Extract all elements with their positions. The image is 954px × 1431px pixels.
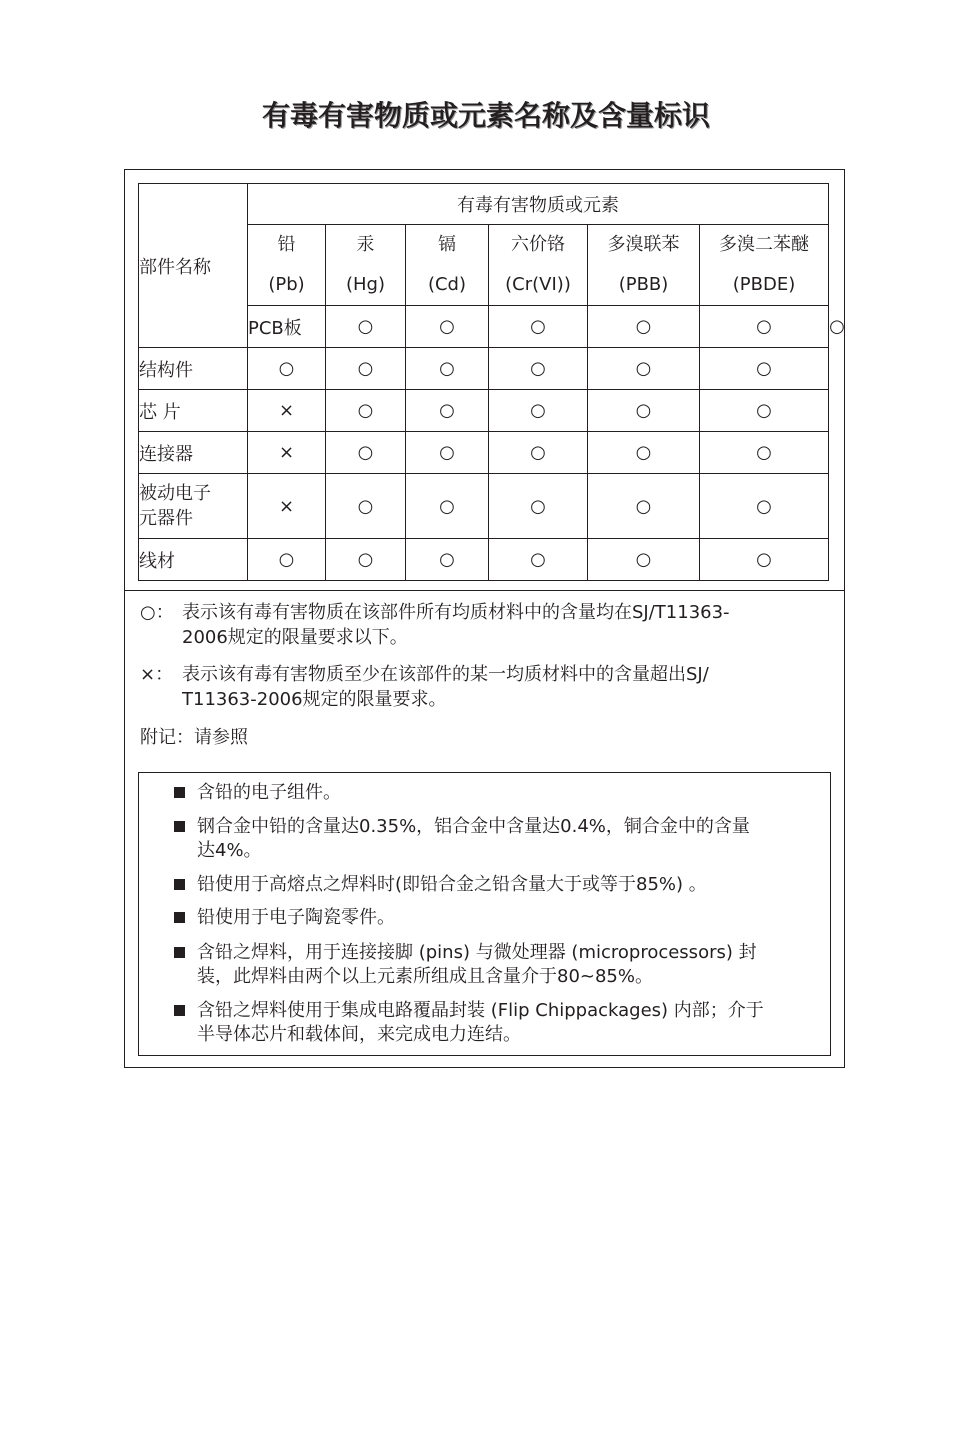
- mark-cell: ○: [406, 348, 489, 390]
- mark-cell: ○: [489, 348, 588, 390]
- cross-legend-line2: T11363-2006规定的限量要求。: [182, 689, 447, 710]
- mark-cell: ○: [326, 390, 406, 432]
- mark-cell: ○: [700, 432, 829, 474]
- mark-cell: ○: [406, 539, 489, 581]
- mark-cell: ○: [700, 306, 829, 348]
- element-header-pb: 铅 (Pb): [248, 225, 326, 306]
- table-row: [139, 539, 829, 581]
- mark-cell: ○: [588, 432, 700, 474]
- mark-cell: ○: [489, 432, 588, 474]
- mark-cell: ○: [700, 539, 829, 581]
- part-name-header: 部件名称: [139, 184, 248, 348]
- element-header-pbb: 多溴联苯 (PBB): [588, 225, 700, 306]
- frame-divider: [124, 590, 845, 591]
- mark-cell: ○: [406, 390, 489, 432]
- mark-cell: ○: [326, 306, 406, 348]
- mark-cell: ○: [489, 539, 588, 581]
- square-bullet-icon: [174, 912, 185, 923]
- circle-legend-line2: 2006规定的限量要求以下。: [182, 627, 408, 648]
- square-bullet-icon: [174, 879, 185, 890]
- square-bullet-icon: [174, 947, 185, 958]
- hazardous-substance-table: [138, 183, 845, 581]
- table-header-row: [139, 184, 829, 225]
- mark-cell: ○: [700, 348, 829, 390]
- cross-symbol: ×：: [140, 664, 174, 685]
- element-header-cr6: 六价铬 (Cr(VI)): [489, 225, 588, 306]
- table-row: [139, 390, 829, 432]
- part-name: 线材: [139, 539, 248, 581]
- cross-legend-note: [140, 662, 836, 712]
- part-name: PCB板: [248, 306, 326, 348]
- mark-cell: ○: [326, 348, 406, 390]
- mark-cell: ×: [248, 474, 326, 539]
- mark-cell: ○: [406, 432, 489, 474]
- list-item: 钢合金中铅的含量达0.35%，铝合金中含量达0.4%，铜合金中的含量 达4%。: [174, 815, 820, 863]
- mark-cell: ○: [588, 348, 700, 390]
- mark-cell: ○: [700, 474, 829, 539]
- table-row: [139, 348, 829, 390]
- mark-cell: ○: [700, 390, 829, 432]
- mark-cell: ○: [489, 306, 588, 348]
- part-name: 被动电子 元器件: [139, 474, 248, 539]
- square-bullet-icon: [174, 821, 185, 832]
- list-item: 铅使用于高熔点之焊料时(即铅合金之铅含量大于或等于85%) 。: [174, 873, 820, 897]
- mark-cell: ○: [406, 474, 489, 539]
- mark-cell: ×: [248, 390, 326, 432]
- part-name: 连接器: [139, 432, 248, 474]
- substance-group-header: 有毒有害物质或元素: [248, 184, 829, 225]
- mark-cell: ○: [406, 306, 489, 348]
- list-item: 铅使用于电子陶瓷零件。: [174, 906, 820, 930]
- table-row: PCB板 ○ ○ ○ ○ ○ ○: [139, 306, 829, 348]
- element-header-cd: 镉 (Cd): [406, 225, 489, 306]
- mark-cell: ○: [326, 432, 406, 474]
- list-item: 含铅的电子组件。: [174, 781, 820, 805]
- table-row: [139, 474, 829, 539]
- mark-cell: ○: [326, 539, 406, 581]
- circle-legend-line1: 表示该有毒有害物质在该部件所有均质材料中的含量均在SJ/T11363-: [182, 602, 730, 623]
- mark-cell: ○: [489, 390, 588, 432]
- mark-cell: ○: [588, 306, 700, 348]
- circle-legend-note: [140, 600, 836, 650]
- mark-cell: ○: [588, 390, 700, 432]
- square-bullet-icon: [174, 787, 185, 798]
- part-name: 结构件: [139, 348, 248, 390]
- document-title: 有毒有害物质或元素名称及含量标识: [261, 99, 710, 132]
- mark-cell: ○: [588, 539, 700, 581]
- part-name: 芯 片: [139, 390, 248, 432]
- element-header-pbde: 多溴二苯醚 (PBDE): [700, 225, 829, 306]
- table-row: [139, 432, 829, 474]
- appendix-label: 附记：请参照: [140, 727, 248, 748]
- mark-cell: ○: [588, 474, 700, 539]
- mark-cell: ○: [248, 539, 326, 581]
- circle-symbol: ○：: [140, 602, 174, 623]
- list-item: 含铅之焊料，用于连接接脚 (pins) 与微处理器 (microprocessors) 封 装，此焊料由两个以上元素所组成且含量介于80~85%。: [174, 941, 820, 989]
- cross-legend-line1: 表示该有毒有害物质至少在该部件的某一均质材料中的含量超出SJ/: [182, 664, 709, 685]
- square-bullet-icon: [174, 1005, 185, 1016]
- mark-cell: ○: [248, 348, 326, 390]
- list-item: 含铅之焊料使用于集成电路覆晶封装 (Flip Chippackages) 内部；介于 半导体芯片和载体间，来完成电力连结。: [174, 999, 820, 1047]
- mark-cell: ×: [248, 432, 326, 474]
- mark-cell: ○: [489, 474, 588, 539]
- element-header-hg: 汞 (Hg): [326, 225, 406, 306]
- mark-cell: ○: [326, 474, 406, 539]
